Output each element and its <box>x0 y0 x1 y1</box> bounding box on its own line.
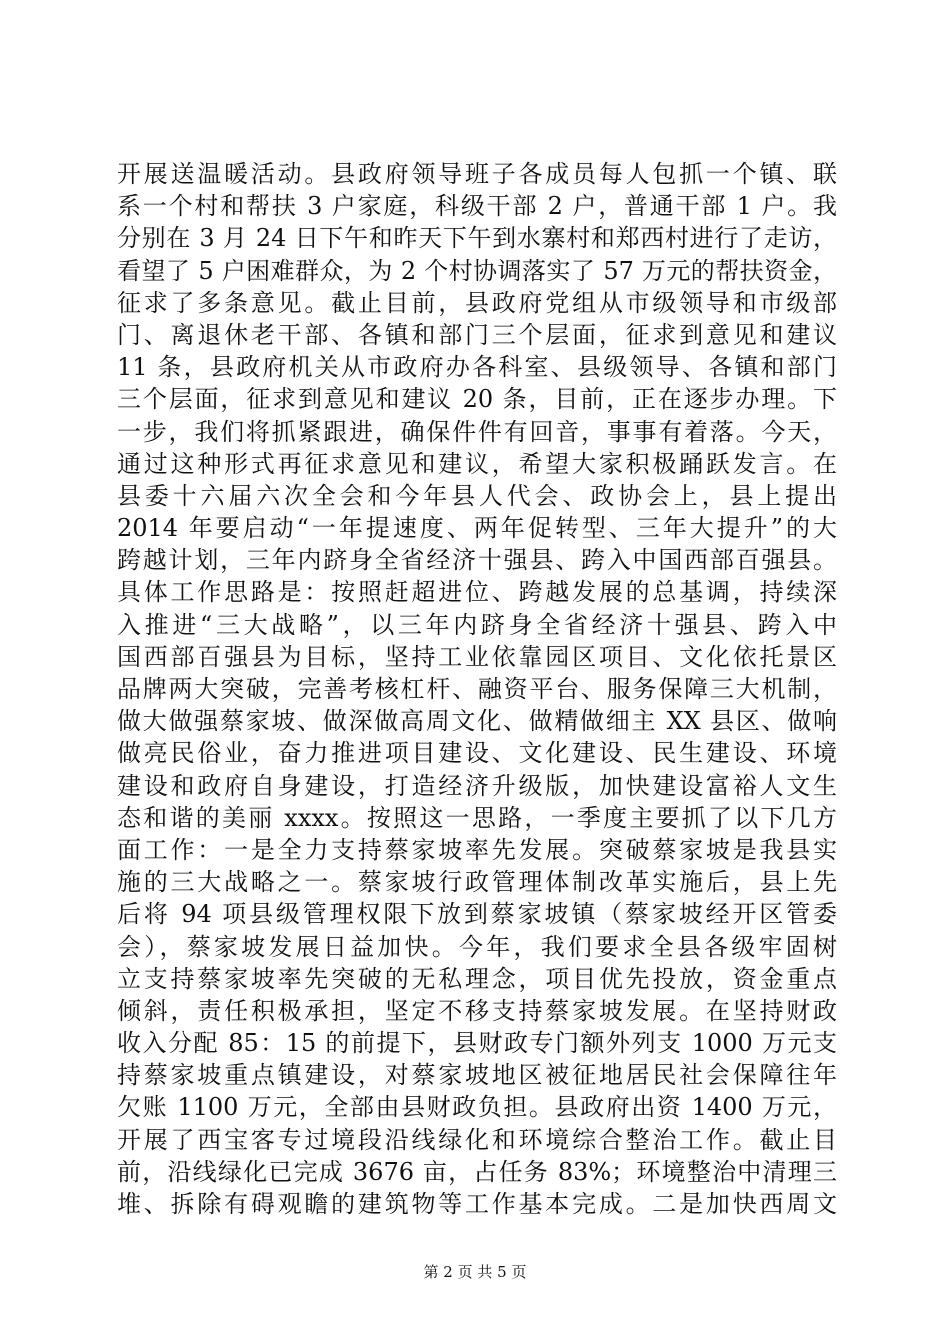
text-line: 建设和政府自身建设，打造经济升级版，加快建设富裕人文生 <box>117 771 837 800</box>
text-line: 开展送温暖活动。县政府领导班子各成员每人包抓一个镇、联 <box>117 160 837 188</box>
text-line: 2014 年要启动“一年提速度、两年促转型、三年大提升”的大 <box>117 514 837 543</box>
text-line: 倾斜，责任积极承担，坚定不移支持蔡家坡发展。在坚持财政 <box>117 996 837 1025</box>
text-line: 三个层面，征求到意见和建议 20 条，目前，正在逐步办理。下 <box>117 385 837 414</box>
text-line: 开展了西宝客专过境段沿线绿化和环境综合整治工作。截止目 <box>117 1125 837 1154</box>
text-line: 持蔡家坡重点镇建设，对蔡家坡地区被征地居民社会保障往年 <box>117 1061 837 1090</box>
text-line: 入推进“三大战略”，以三年内跻身全省经济十强县、跨入中 <box>117 610 837 639</box>
text-line: 做大做强蔡家坡、做深做高周文化、做精做细主 XX 县区、做响 <box>117 707 837 736</box>
text-line: 看望了 5 户困难群众，为 2 个村协调落实了 57 万元的帮扶资金， <box>117 256 837 285</box>
text-line: 堆、拆除有碍观瞻的建筑物等工作基本完成。二是加快西周文 <box>117 1190 837 1218</box>
page-number-footer: 第 2 页 共 5 页 <box>423 1263 527 1281</box>
text-line: 分别在 3 月 24 日下午和昨天下午到水寨村和郑西村进行了走访， <box>117 224 837 253</box>
text-line: 后将 94 项县级管理权限下放到蔡家坡镇（蔡家坡经开区管委 <box>117 900 837 929</box>
text-line: 跨越计划，三年内跻身全省经济十强县、跨入中国西部百强县。 <box>117 546 837 575</box>
text-line: 前，沿线绿化已完成 3676 亩，占任务 83%；环境整治中清理三 <box>117 1157 837 1186</box>
text-line: 会），蔡家坡发展日益加快。今年，我们要求全县各级牢固树 <box>117 932 837 961</box>
text-line: 品牌两大突破，完善考核杠杆、融资平台、服务保障三大机制， <box>117 675 837 703</box>
text-line: 门、离退休老干部、各镇和部门三个层面，征求到意见和建议 <box>117 320 837 349</box>
text-line: 面工作：一是全力支持蔡家坡率先发展。突破蔡家坡是我县实 <box>117 835 837 864</box>
text-line: 立支持蔡家坡率先突破的无私理念，项目优先投放，资金重点 <box>117 964 837 993</box>
body-text <box>117 158 837 1220</box>
text-line: 收入分配 85：15 的前提下，县财政专门额外列支 1000 万元支 <box>117 1029 837 1058</box>
text-line: 11 条，县政府机关从市政府办各科室、县级领导、各镇和部门 <box>117 353 837 382</box>
text-line: 通过这种形式再征求意见和建议，希望大家积极踊跃发言。在 <box>117 449 837 478</box>
text-line: 欠账 1100 万元，全部由县财政负担。县政府出资 1400 万元， <box>117 1093 837 1122</box>
text-line: 态和谐的美丽 xxxx。按照这一思路，一季度主要抓了以下几方 <box>117 803 837 832</box>
text-line: 做亮民俗业，奋力推进项目建设、文化建设、民生建设、环境 <box>117 739 837 768</box>
text-line: 施的三大战略之一。蔡家坡行政管理体制改革实施后，县上先 <box>117 868 837 897</box>
text-line: 一步，我们将抓紧跟进，确保件件有回音，事事有着落。今天， <box>117 417 837 446</box>
text-line: 系一个村和帮扶 3 户家庭，科级干部 2 户，普通干部 1 户。我 <box>117 192 837 221</box>
text-line: 国西部百强县为目标，坚持工业依靠园区项目、文化依托景区 <box>117 642 837 671</box>
text-line: 县委十六届六次全会和今年县人代会、政协会上，县上提出 <box>117 481 837 510</box>
text-line: 征求了多条意见。截止目前，县政府党组从市级领导和市级部 <box>117 288 837 317</box>
text-line: 具体工作思路是：按照赶超进位、跨越发展的总基调，持续深 <box>117 578 837 607</box>
